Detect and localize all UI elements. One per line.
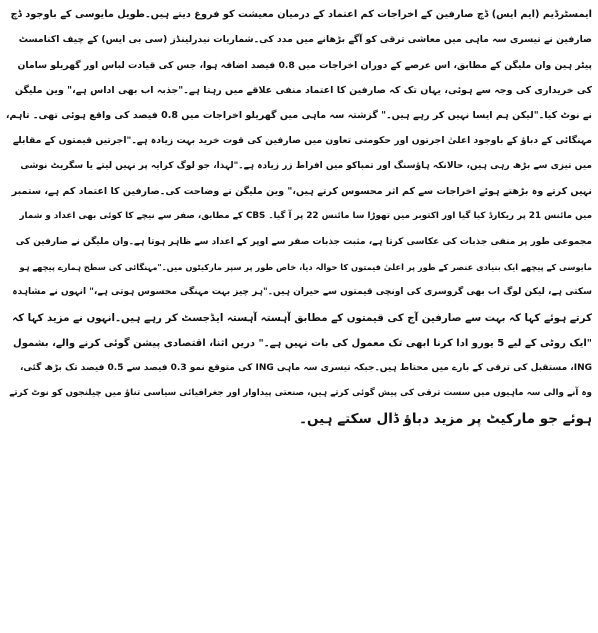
article-line: پیٹر ہین وان ملیگن کے مطابق، اس عرصے کے دوران اخراجات میں 0.8 فیصد اضافہ ہوا، جس کی قیادت لباس اور گھریلو سامان (17, 59, 592, 71)
article-line: کرتے ہوئے کہا کہ بہت سے صارفین آج کی قیمتوں کے مطابق آہستہ آہستہ ایڈجسٹ کر رہے ہیں۔انہوں نے مزید کہا کہ (12, 311, 592, 324)
article-line: کی خریداری کی وجہ سے ہوئی، یہاں تک کہ صارفین کا اعتماد منفی علاقے میں رہتا ہے۔"جذبہ اب بھی اداس ہے،" وین ملیگن (14, 84, 592, 96)
article-line: میں تیزی سے بڑھ رہی ہیں، حالانکہ ہاؤسنگ اور تمباکو میں افراط زر زیادہ ہے۔"لہذا، جو لوگ کرایہ پر نہیں لیتے یا سگریٹ نوشی (20, 160, 592, 171)
article-body (6, 2, 592, 630)
article-line: سکتی ہے، لیکن لوگ اب بھی گروسری کی اونچی قیمتوں سے حیران ہیں۔"ہر چیز بہت مہنگی محسوس ہوتی ہے،" انہوں نے مشاہدہ (12, 287, 592, 298)
article-line: مجموعی طور پر منفی جذبات کی عکاسی کرتا ہے، مثبت جذبات صفر سے اوپر کے اعداد سے ظاہر ہوتا ہے۔وان ملیگن نے صارفین کی (15, 236, 592, 247)
article-line: ہوئے جو مارکیٹ پر مزید دباؤ ڈال سکتے ہیں۔ (299, 410, 592, 427)
article-line: نہیں کرتے وہ بڑھتے ہوئے اخراجات سے کم اثر محسوس کرتے ہیں،" وین ملیگن نے وضاحت کی۔صارفین کا اعتماد کم ہے، ستمبر (11, 186, 592, 198)
article-line: مہنگائی کے دباؤ کے باوجود اعلیٰ اجرتوں اور حکومتی تعاون میں صارفین کی قوت خرید بہت زیادہ ہے۔"اجرتیں قیمتوں کے مقابلے (12, 135, 592, 147)
article-line: وہ آنے والی سہ ماہیوں میں سست ترقی کی پیش گوئی کرتے ہیں، صنعتی پیداوار اور جغرافیائی سیاسی تناؤ میں چیلنجوں کو نوٹ کرتے (9, 388, 592, 399)
article-line: ING، مستقبل کی ترقی کے بارے میں محتاط ہیں۔جبکہ تیسری سہ ماہی ING کی متوقع نمو 0.3 فیصد سے 0.5 فیصد تک بڑھ گئی، (19, 363, 592, 374)
article-line: صارفین نے تیسری سہ ماہی میں معاشی ترقی کو آگے بڑھانے میں مدد کی۔شماریات نیدرلینڈز (سی بی ایس) کے چیف اکنامسٹ (18, 34, 592, 46)
article-line: مایوسی کے پیچھے ایک بنیادی عنصر کے طور پر اعلیٰ قیمتوں کا حوالہ دیا، خاص طور پر سپر مارکیٹوں میں۔"مہنگائی کی سطح ہمارے پیچھے ہو (19, 261, 592, 272)
article-line: ایمسٹرڈیم (ایم ایس) ڈچ صارفین کے اخراجات کم اعتماد کے درمیان معیشت کو فروغ دیتے ہیں۔طویل مایوسی کے باوجود ڈچ (10, 9, 592, 20)
article-line: نے نوٹ کیا۔"لیکن ہم ایسا نہیں کر رہے ہیں۔" گزشتہ سہ ماہی میں گھریلو اخراجات میں 0.8 فیصد کی واقع ہوئی تھی۔ تاہم، (6, 110, 592, 122)
article-line: "ایک روٹی کے لیے 5 یورو ادا کرنا ابھی تک معمول کی بات نہیں ہے۔" دریں اثنا، اقتصادی پیشن گوئی کرنے والے، بشمول (13, 337, 592, 349)
article-line: میں مائنس 21 پر ریکارڈ کیا گیا اور اکتوبر میں تھوڑا سا مائنس 22 پر آ گیا۔ CBS کے مطابق، صفر سے نیچے کا کوئی بھی اعداد و شمار (19, 211, 592, 222)
